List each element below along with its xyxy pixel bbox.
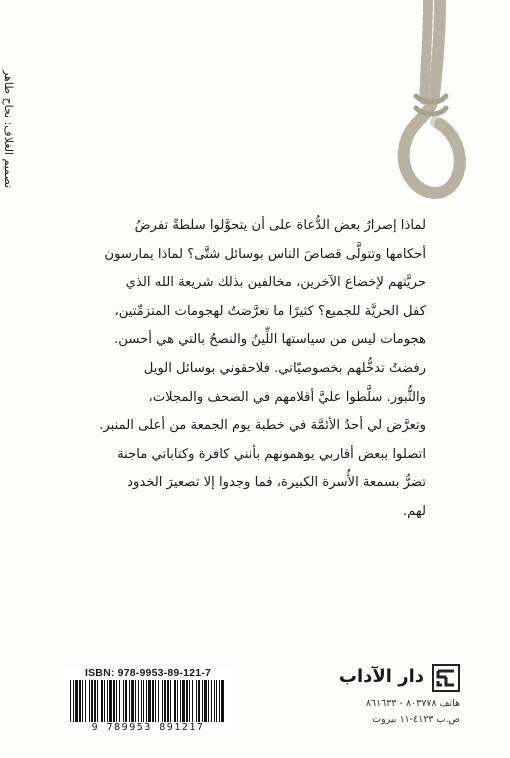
barcode-bar — [107, 680, 108, 722]
barcode-bar — [85, 680, 86, 722]
blurb-line: والثُّبور. سلَّطوا عليَّ أقلامهم في الصحف والمجلات، — [148, 389, 426, 405]
barcode-bar — [196, 680, 197, 722]
publisher-po-box: ص.ب ٤١٢٣-١١ بيروت — [372, 714, 460, 725]
adab-logo-icon — [432, 664, 460, 692]
blurb-line: أحكامها وتتولَّى قصاصَ الناس بوسائل شتَّى؟ لماذا يمارسون — [104, 246, 426, 262]
barcode-bar — [104, 680, 105, 722]
barcode-bar — [143, 680, 144, 722]
barcode-bar — [148, 680, 151, 722]
barcode-bar — [189, 680, 190, 722]
barcode-bar — [94, 680, 96, 722]
barcode-bar — [109, 680, 112, 722]
blurb-line: رفضتُ تدخُّلهم بخصوصيّاتي. فلاحقوني بوسائل الويل — [143, 360, 426, 376]
barcode-image — [68, 680, 228, 722]
barcode-bar — [219, 680, 220, 722]
barcode-bar — [73, 680, 74, 722]
barcode-bar — [70, 680, 71, 722]
barcode-bar — [216, 680, 217, 722]
isbn-label: ISBN: 978-9953-89-121-7 — [84, 667, 211, 679]
barcode-bar — [174, 680, 176, 722]
barcode-bar — [177, 680, 178, 722]
barcode-bar — [204, 680, 207, 722]
blurb-line: حريَّتهم لإخضاع الآخرين، مخالفين بذلك شريعة الله الذي — [125, 275, 426, 291]
publisher-phone: هاتف ٨٠٣٧٧٨ - ٨٦١٦٣٣ — [365, 698, 460, 709]
barcode-bar — [198, 680, 200, 722]
barcode-bar — [119, 680, 120, 722]
blurb-line: اتصلوا ببعض أقاربي يوهمونهم بأنني كافرة وكتاباتي ماجنة — [117, 446, 426, 462]
barcode-bar — [75, 680, 78, 722]
barcode-bar — [170, 680, 171, 722]
barcode-bar — [155, 680, 156, 722]
barcode-bar — [180, 680, 181, 722]
barcode-bar — [182, 680, 185, 722]
barcode-bar — [82, 680, 83, 722]
barcode-bar — [97, 680, 98, 722]
barcode-bar — [186, 680, 188, 722]
barcode-bar — [129, 680, 130, 722]
blurb-line: لهم. — [402, 503, 426, 519]
barcode-bar — [91, 680, 93, 722]
blurb-line: تضرُّ بسمعة الأُسرة الكبيرة، فما وجدوا إلا تصعيرَ الخدود — [127, 475, 426, 491]
barcode-bar — [152, 680, 154, 722]
barcode-bar — [221, 680, 224, 722]
barcode-bar — [79, 680, 81, 722]
barcode-bar — [211, 680, 212, 722]
barcode-bar — [158, 680, 159, 722]
blurb-text — [66, 212, 426, 527]
blurb-line: هجومات ليس من سياستها اللِّينُ والنصحُ بالتي هي أحسن. — [114, 332, 426, 348]
barcode-bar — [164, 680, 166, 722]
barcode-bar — [162, 680, 163, 722]
barcode-bar — [208, 680, 209, 722]
barcode-bar — [167, 680, 169, 722]
barcode-bar — [192, 680, 193, 722]
barcode-bar — [123, 680, 124, 722]
blurb-line: لماذا إصرارُ بعض الدُّعاة على أن يتحوَّلوا سلطةً تفرضُ — [134, 218, 426, 233]
barcode-bar — [101, 680, 103, 722]
barcode-digits: 9 789953 891217 — [91, 722, 205, 733]
barcode-bar — [141, 680, 142, 722]
barcode-bar — [125, 680, 127, 722]
publisher-name: دار الآداب — [338, 666, 424, 687]
noose-rope-image — [380, 0, 470, 210]
barcode-bar — [113, 680, 115, 722]
barcode-bar — [202, 680, 203, 722]
barcode-bar — [135, 680, 136, 722]
barcode-bar — [131, 680, 134, 722]
isbn-barcode-box — [64, 667, 232, 735]
cover-design-credit: تصميم الغلاف: نجاح طاهر — [2, 70, 15, 189]
barcode-bar — [89, 680, 90, 722]
barcode-bar — [138, 680, 139, 722]
blurb-line: وتعرَّض لي أحدُ الأئمَّة في خطبة يوم الجمعة من أعلى المنبر. — [99, 418, 426, 434]
blurb-line: كفل الحريَّة للجميع؟ كثيرًا ما تعرَّضتُ لهجومات المتزمِّتين، — [114, 303, 426, 319]
barcode-bar — [214, 680, 215, 722]
barcode-bar — [146, 680, 147, 722]
barcode-bar — [116, 680, 117, 722]
